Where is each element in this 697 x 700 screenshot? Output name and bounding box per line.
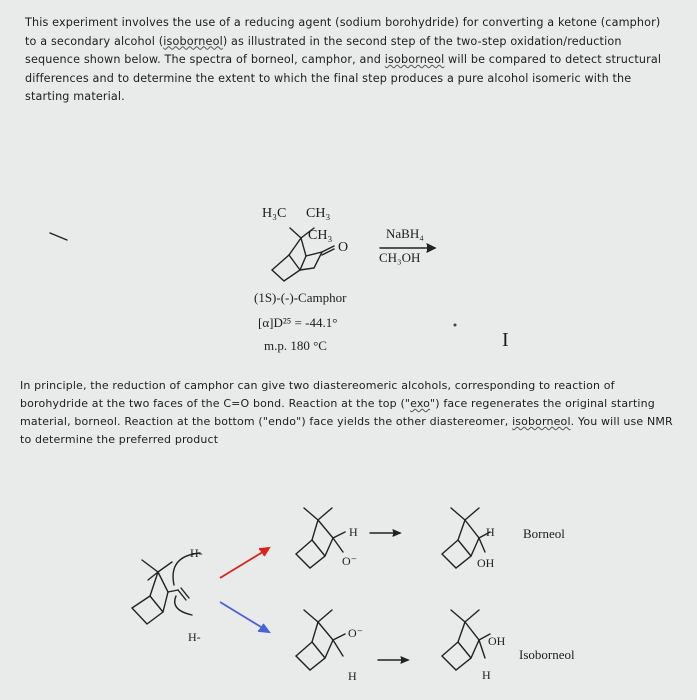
- red-exo-arrowhead: [259, 548, 269, 556]
- bottom-intermediate-h: H: [348, 669, 357, 683]
- bottom-intermediate-structure: [296, 610, 345, 670]
- blue-endo-arrow: [220, 602, 266, 630]
- hydride-bottom-curved-arrow: [175, 596, 192, 615]
- intro-term-isoborneol-2: isoborneol: [384, 53, 445, 67]
- principle-text-3: . You will use NMR to determine the preferred product: [20, 415, 673, 446]
- principle-text-1: In principle, the reduction of camphor can give two diastereomeric alcohols, corresponding to reaction of borohydride at the two faces of the C=O bond. Reaction at the top (": [20, 379, 615, 410]
- bottom-product-structure: [442, 610, 490, 670]
- top-intermediate-h: H: [349, 525, 358, 539]
- intro-term-isoborneol: isoborneol: [163, 34, 223, 48]
- principle-text-2: ") face regenerates the original starting material, borneol. Reaction at the bottom ("endo") face yields the other diastereomer,: [20, 397, 655, 428]
- top-intermediate-oxide: O⁻: [342, 554, 357, 568]
- solvent-label: CH₃OH: [379, 250, 421, 265]
- hydride-top-label: H-: [190, 546, 203, 560]
- intro-text-2: ) as illustrated in the second step of the two-step oxidation/reduction sequence shown below. The spectra of borneol, camphor, and: [25, 34, 622, 67]
- bottom-step-arrowhead: [401, 657, 408, 663]
- principle-paragraph: [20, 377, 680, 449]
- mechanism-camphor: [132, 560, 189, 624]
- isoborneol-label: Isoborneol: [519, 647, 575, 662]
- dot-mark: [454, 324, 457, 327]
- bottom-product-oh: OH: [488, 634, 506, 648]
- h3c-label: H₃C: [262, 206, 287, 221]
- top-product-oh: OH: [477, 556, 495, 570]
- bottom-intermediate-oxide: O⁻: [348, 626, 363, 640]
- borneol-label: Borneol: [523, 526, 565, 541]
- oxygen-label: O: [338, 240, 349, 255]
- principle-term-isoborneol: isoborneol: [512, 415, 571, 428]
- intro-text-3: will be compared to detect structural differences and to determine the extent to which the final step produces a pure alcohol isomeric with the starting material.: [25, 53, 662, 104]
- ch3-mid-label: CH₃: [308, 228, 333, 243]
- ch3-top-label: CH₃: [306, 206, 331, 221]
- intro-text-1: This experiment involves the use of a reducing agent (sodium borohydride) for converting a ketone (camphor) to a secondary alcohol (: [25, 16, 661, 48]
- principle-term-exo: exo: [410, 397, 431, 410]
- text-cursor-icon: I: [502, 329, 509, 351]
- reaction-arrowhead: [427, 244, 435, 252]
- top-step-arrowhead: [393, 530, 400, 536]
- stray-mark: [50, 233, 67, 240]
- top-product-h: H: [486, 525, 495, 539]
- reagent-label: NaBH₄: [386, 226, 424, 241]
- red-exo-arrow: [220, 550, 266, 578]
- optical-rotation: [α]D²⁵ = -44.1°: [258, 315, 338, 330]
- compound-name: (1S)-(-)-Camphor: [254, 290, 347, 305]
- bottom-product-h: H: [482, 668, 491, 682]
- top-intermediate-structure: [296, 508, 345, 568]
- melting-point: m.p. 180 °C: [264, 338, 327, 353]
- hydride-bottom-label: H-: [188, 630, 201, 644]
